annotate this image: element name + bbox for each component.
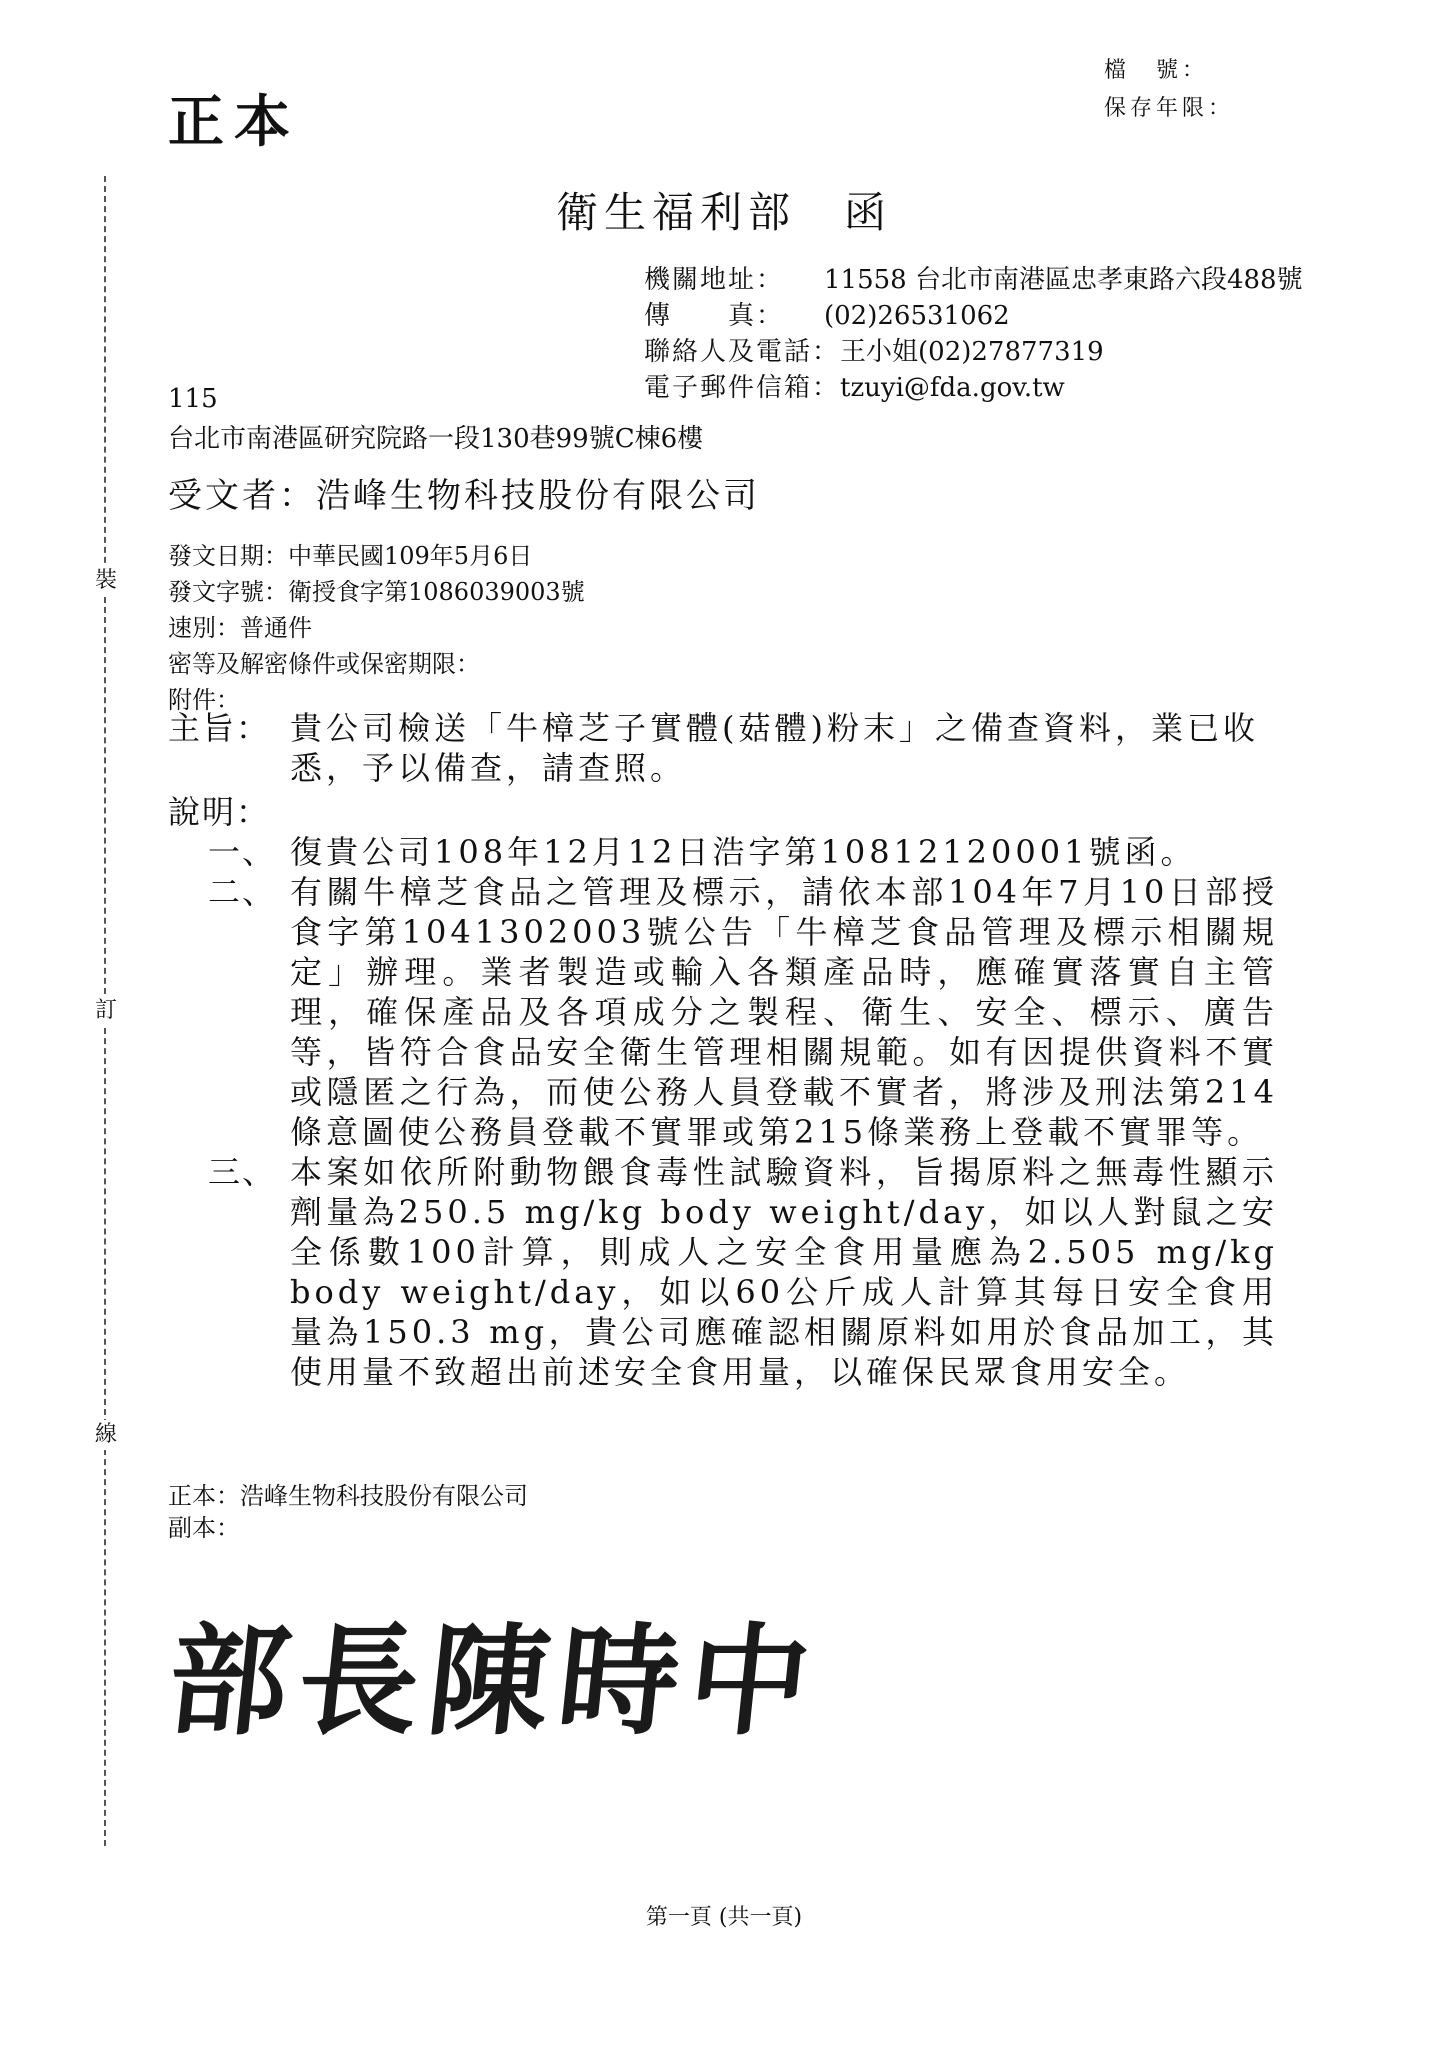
secrecy-label: 密等及解密條件或保密期限： xyxy=(168,650,480,678)
minister-signature: 部長陳時中 xyxy=(161,1611,827,1752)
document-title xyxy=(0,180,1448,240)
page-number: 第一頁 (共一頁) xyxy=(645,1905,803,1930)
item-text: 本案如依所附動物餵食毒性試驗資料，旨揭原料之無毒性顯示劑量為250.5 mg/kg body weight/day，如以人對鼠之安全係數100計算，則成人之安全食用量應為2.505 mg/kg body weight/day，如以60公斤成人計算其每日安全食用量為150.3 mg，貴公司應確認相關原料如用於食品加工，其使用量不致超出前述安全食用量，以確保民眾食用安全。 xyxy=(290,1153,1278,1391)
item-text: 復貴公司108年12月12日浩字第10812120001號函。 xyxy=(290,833,1197,871)
file-meta xyxy=(1104,52,1235,128)
file-number-label: 檔 號： xyxy=(1104,58,1209,83)
address-label: 機關地址： xyxy=(644,265,785,295)
item-number: 二、 xyxy=(208,873,277,911)
contact-person-label: 聯絡人及電話： xyxy=(644,337,841,367)
duplicate-copy-label: 副本： xyxy=(168,1514,240,1542)
recipient-address: 台北市南港區研究院路一段130巷99號C棟6樓 xyxy=(168,424,704,454)
item-number: 三、 xyxy=(208,1153,277,1191)
document-number-label: 發文字號： xyxy=(168,578,288,606)
distribution xyxy=(168,1480,528,1544)
retention-period-label: 保存年限： xyxy=(1104,96,1235,121)
explanation-item xyxy=(208,832,1278,872)
fax-value: (02)26531062 xyxy=(824,301,1010,331)
issue-date-label: 發文日期： xyxy=(168,542,288,570)
postal-code: 115 xyxy=(168,384,218,414)
email-label: 電子郵件信箱： xyxy=(644,373,841,403)
speed-value: 普通件 xyxy=(240,614,312,642)
fax-label: 傳 真： xyxy=(644,301,785,331)
agency-name: 衛生福利部 xyxy=(555,188,796,237)
original-copy-label: 正本： xyxy=(168,1482,240,1510)
document-number-value: 衛授食字第1086039003號 xyxy=(288,578,585,606)
issue-date-value: 中華民國109年5月6日 xyxy=(288,542,533,570)
explanation-label: 說明： xyxy=(168,793,271,831)
subject xyxy=(168,708,1278,788)
agency-contact xyxy=(644,262,1303,406)
recipient-name: 浩峰生物科技股份有限公司 xyxy=(316,476,760,516)
document-meta xyxy=(168,538,585,718)
item-number: 一、 xyxy=(208,833,277,871)
item-text: 有關牛樟芝食品之管理及標示，請依本部104年7月10日部授食字第1041302003號公告「牛樟芝食品管理及標示相關規定」辦理。業者製造或輸入各類產品時，應確實落實自主管理，確保產品及各項成分之製程、衛生、安全、標示、廣告等，皆符合食品安全衛生管理相關規範。如有因提供資料不實或隱匿之行為，而使公務人員登載不實者，將涉及刑法第214條意圖使公務員登載不實罪或第215條業務上登載不實罪等。 xyxy=(290,873,1278,1151)
contact-person-value: 王小姐(02)27877319 xyxy=(840,337,1104,367)
document-type: 函 xyxy=(844,188,893,237)
explanation-item xyxy=(208,1152,1278,1392)
explanation-item xyxy=(208,872,1278,1152)
email-value[interactable]: tzuyi@fda.gov.tw xyxy=(840,373,1065,403)
document-body xyxy=(168,708,1278,1392)
recipient xyxy=(168,468,760,517)
original-copy-value: 浩峰生物科技股份有限公司 xyxy=(240,1482,528,1510)
recipient-label: 受文者： xyxy=(168,476,316,516)
original-copy-mark: 正本 xyxy=(168,89,300,155)
subject-text: 貴公司檢送「牛樟芝子實體(菇體)粉末」之備查資料，業已收悉，予以備查，請查照。 xyxy=(290,709,1259,787)
subject-label: 主旨： xyxy=(168,709,271,747)
binding-mark-xian: 線 xyxy=(92,1420,120,1450)
binding-mark-ding: 訂 xyxy=(92,996,120,1026)
binding-mark-zhuang: 裝 xyxy=(92,566,120,596)
address-value: 11558 台北市南港區忠孝東路六段488號 xyxy=(824,265,1303,295)
attachment-label: 附件： xyxy=(168,686,240,714)
speed-label: 速別： xyxy=(168,614,240,642)
